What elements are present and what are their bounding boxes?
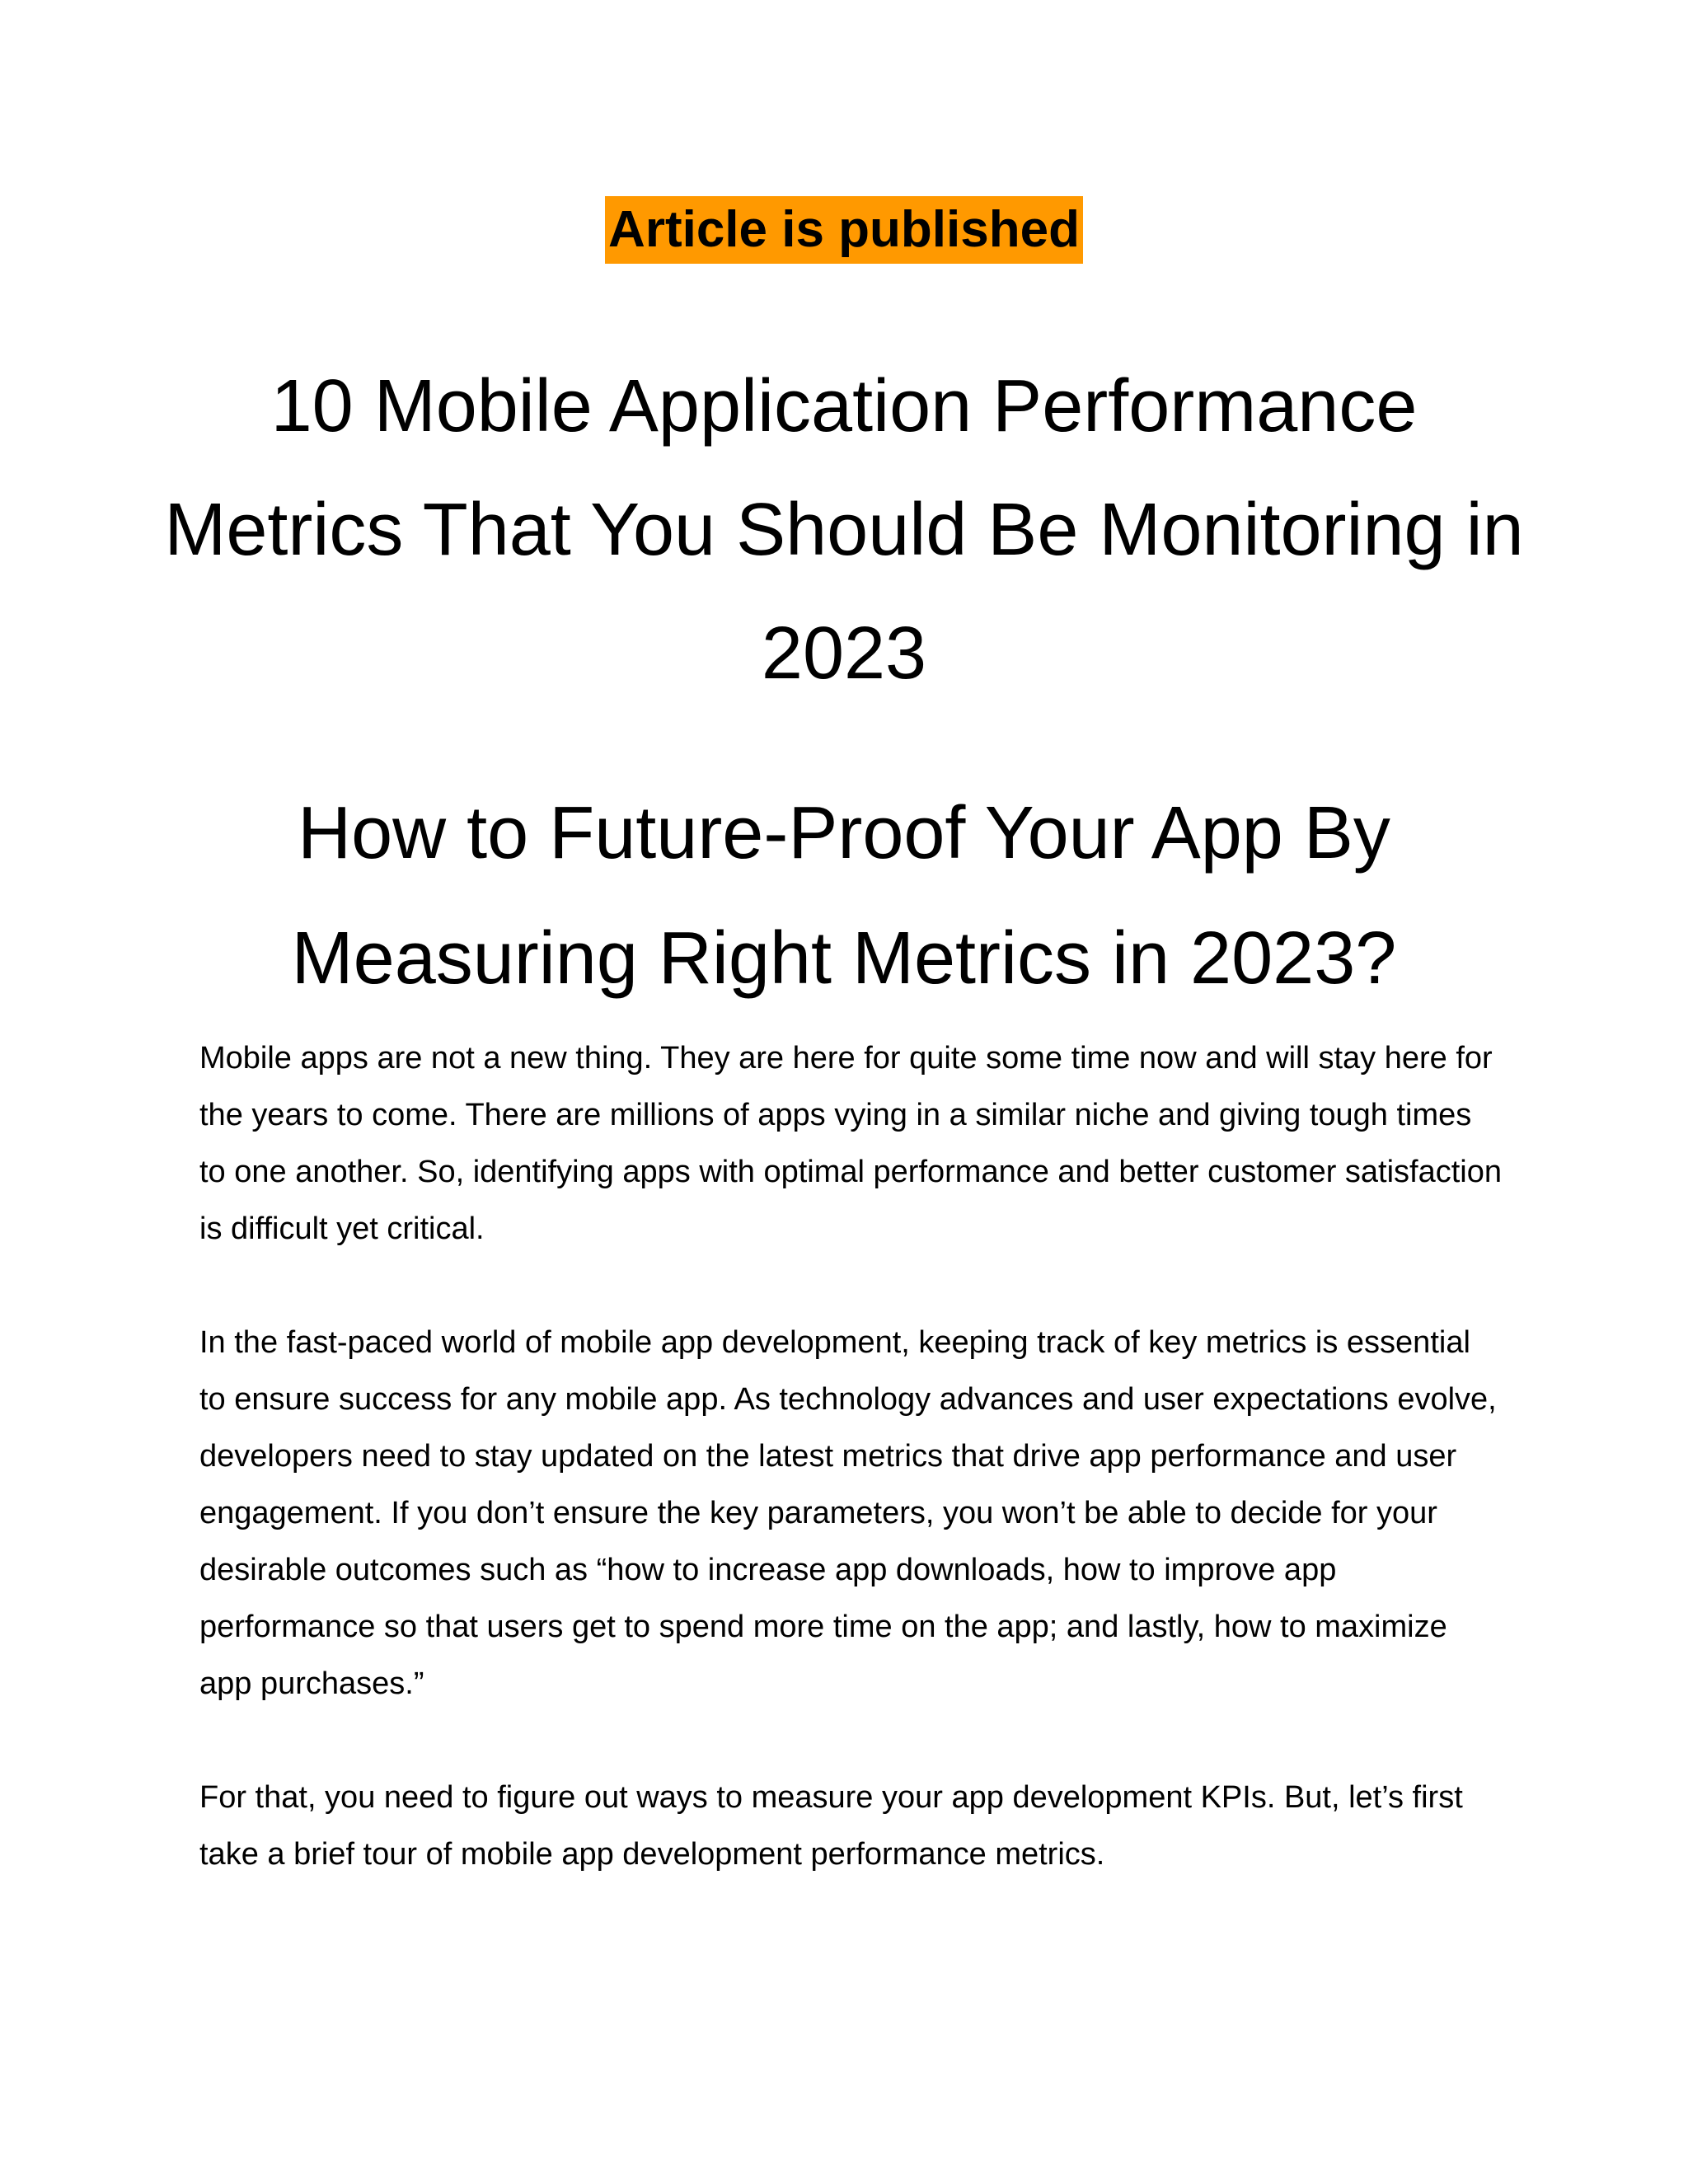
paragraph-kpis: For that, you need to figure out ways to measure your app development KPIs. But, let’s first take a brief tour of mobile app development performance metrics. bbox=[199, 1780, 1463, 1872]
paragraph-intro: Mobile apps are not a new thing. They are here for quite some time now and will stay here for the years to come. There are millions of apps vying in a similar niche and giving tough times to one another. So, identifying apps with optimal performance and better customer satisfaction is difficult yet critical. bbox=[199, 1041, 1503, 1246]
status-badge: Article is published bbox=[605, 196, 1083, 264]
status-container bbox=[0, 196, 1688, 264]
article-body bbox=[199, 1030, 1502, 1940]
article-title: 10 Mobile Application Performance Metrics That You Should Be Monitoring in 2023 bbox=[164, 365, 1524, 695]
article-subtitle: How to Future-Proof Your App By Measuring Right Metrics in 2023? bbox=[291, 792, 1397, 1000]
paragraph-metrics-importance: In the fast-paced world of mobile app development, keeping track of key metrics is essential to ensure success for any mobile app. As technology advances and user expectations evolve, developers need to stay updated on the latest metrics that drive app performance and user engagement. If you don’t ensure the key parameters, you won’t be able to decide for your desirable outcomes such as “how to increase app downloads, how to improve app performance so that users get to spend more time on the app; and lastly, how to maximize app purchases.” bbox=[199, 1325, 1497, 1701]
